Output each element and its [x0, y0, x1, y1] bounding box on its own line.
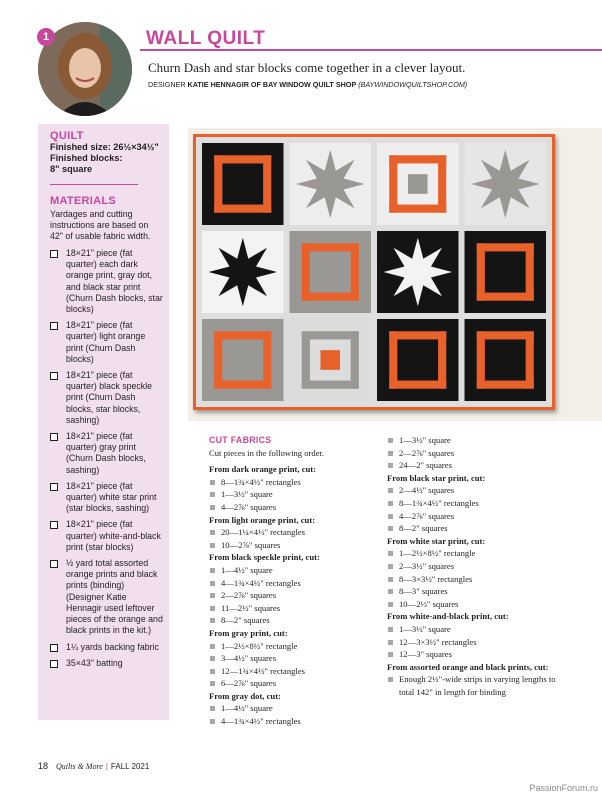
material-item	[50, 642, 163, 653]
cut-item: 4—1¾×4½" rectangles	[209, 577, 379, 590]
checkbox-icon[interactable]	[50, 372, 58, 380]
checkbox-icon[interactable]	[50, 521, 58, 529]
material-item	[50, 431, 163, 476]
cut-group-heading: From white-and-black print, cut:	[387, 611, 509, 622]
step-badge: 1	[37, 28, 55, 46]
cut-item: Enough 2½"-wide strips in varying lengths to total 142" in length for binding	[387, 673, 557, 698]
churn-dash-bar	[389, 155, 397, 212]
cut-item: 8—3" squares	[387, 585, 557, 598]
churn-dash-center	[495, 262, 515, 282]
cut-item: 8—3×3½" rectangles	[387, 573, 557, 586]
cut-item: 12—3" squares	[387, 648, 557, 661]
cut-item: 1—4½" square	[209, 564, 379, 577]
cut-item: 8—1¾×4½" rectangles	[209, 476, 379, 489]
cut-group-heading: From black speckle print, cut:	[209, 552, 320, 563]
churn-dash-bar	[389, 155, 446, 163]
page-title: WALL QUILT	[146, 28, 266, 49]
materials-intro: Yardages and cutting instructions are based on 42" of usable fabric width.	[50, 209, 151, 241]
material-text: 18×21" piece (fat quarter) gray print (Churn Dash blocks, sashing)	[66, 431, 146, 475]
churn-dash-bar	[389, 331, 397, 388]
cut-intro: Cut pieces in the following order.	[209, 447, 325, 458]
cut-item: 1—3½" square	[209, 488, 379, 501]
cut-group-heading: From gray print, cut:	[209, 627, 288, 638]
churn-dash-bar	[263, 331, 271, 388]
cut-item: 2—4½" squares	[387, 484, 557, 497]
material-text: 18×21" piece (fat quarter) each dark orange print, gray dot, and black star print (Churn Dash blocks, star blocks)	[66, 248, 163, 315]
cut-item: 1—4½" square	[209, 702, 379, 715]
churn-dash-bar	[214, 381, 271, 389]
churn-dash-bar	[302, 331, 310, 388]
material-text: 35×43" batting	[66, 657, 123, 668]
material-item	[50, 519, 163, 553]
material-text: 18×21" piece (fat quarter) light orange print (Churn Dash blocks)	[66, 320, 146, 364]
quilt-illustration	[193, 134, 555, 410]
cut-group-heading: From white star print, cut:	[387, 535, 486, 546]
checkbox-icon[interactable]	[50, 322, 58, 330]
churn-dash-center	[495, 350, 515, 370]
cut-item: 20—1¼×4½" rectangles	[209, 526, 379, 539]
cut-group-heading: From black star print, cut:	[387, 472, 486, 483]
material-item	[50, 658, 163, 669]
quilt-heading: QUILT	[50, 130, 84, 142]
churn-dash-bar	[302, 243, 310, 300]
cut-fabrics-heading: CUT FABRICS	[209, 435, 272, 445]
cut-item: 2—2⅞" squares	[387, 447, 557, 460]
materials-list	[50, 248, 163, 669]
material-item	[50, 248, 163, 315]
cut-column-1	[209, 434, 379, 728]
cut-item: 2—3½" squares	[387, 560, 557, 573]
sidebar-divider	[50, 184, 138, 185]
churn-dash-bar	[351, 243, 359, 300]
cut-item: 1—2½×8½" rectangle	[387, 547, 557, 560]
churn-dash-bar	[477, 243, 534, 251]
star-point-shape	[471, 150, 540, 218]
material-item	[50, 370, 163, 426]
materials-sidebar	[38, 124, 169, 720]
material-text: 1¼ yards backing fabric	[66, 641, 159, 652]
checkbox-icon[interactable]	[50, 644, 58, 652]
material-item	[50, 320, 163, 365]
churn-dash-bar	[214, 331, 271, 339]
cut-item: 10—2⅞" squares	[209, 539, 379, 552]
magazine-name: Quilts & More	[56, 762, 103, 771]
cut-item: 1—3½" square	[387, 434, 557, 447]
churn-dash-bar	[477, 331, 485, 388]
cut-item: 8—2" squares	[387, 522, 557, 535]
materials-heading: MATERIALS	[50, 195, 117, 207]
churn-dash-bar	[477, 331, 534, 339]
cut-item: 2—2⅞" squares	[209, 589, 379, 602]
churn-dash-bar	[526, 243, 534, 300]
cut-item: 1—3½" square	[387, 623, 557, 636]
page-subtitle: Churn Dash and star blocks come together in a clever layout.	[148, 60, 466, 75]
designer-name: KATIE HENNAGIR OF BAY WINDOW QUILT SHOP	[187, 80, 357, 89]
churn-dash-bar	[389, 331, 446, 339]
watermark-text: PassionForum.ru	[529, 783, 598, 793]
cut-item: 8—2" squares	[209, 614, 379, 627]
cut-item: 1—2½×8½" rectangle	[209, 640, 379, 653]
cut-list-1	[209, 463, 379, 727]
churn-dash-bar	[389, 205, 446, 213]
footer-separator: |	[105, 762, 108, 771]
churn-dash-bar	[477, 381, 534, 389]
churn-dash-bar	[302, 293, 359, 301]
churn-dash-bar	[438, 155, 446, 212]
cut-item: 4—2⅞" squares	[387, 510, 557, 523]
designer-prefix: DESIGNER	[148, 80, 188, 89]
churn-dash-bar	[351, 331, 359, 388]
cut-list-2	[387, 472, 557, 699]
block-size: 8" square	[50, 164, 93, 174]
cut-list-continued	[387, 434, 557, 472]
material-item	[50, 481, 163, 515]
star-point-shape	[296, 150, 365, 218]
checkbox-icon[interactable]	[50, 560, 58, 568]
star-point-shape	[209, 238, 278, 306]
checkbox-icon[interactable]	[50, 483, 58, 491]
cut-column-2	[387, 434, 557, 698]
cut-item: 10—2½" squares	[387, 598, 557, 611]
churn-dash-center	[233, 350, 253, 370]
material-text: 18×21" piece (fat quarter) white star print (star blocks, sashing)	[66, 480, 157, 514]
issue-label: FALL 2021	[110, 762, 150, 771]
cut-item: 3—4½" squares	[209, 652, 379, 665]
churn-dash-bar	[214, 331, 222, 388]
star-point-shape	[384, 238, 453, 306]
churn-dash-bar	[477, 293, 534, 301]
cut-item: 4—1¾×4½" rectangles	[209, 715, 379, 728]
page-footer	[38, 761, 149, 771]
checkbox-icon[interactable]	[50, 250, 58, 258]
churn-dash-bar	[438, 331, 446, 388]
churn-dash-bar	[526, 331, 534, 388]
churn-dash-bar	[214, 155, 271, 163]
cut-item: 6—2⅞" squares	[209, 677, 379, 690]
cut-item: 24—2" squares	[387, 459, 557, 472]
designer-website-link[interactable]: (BAYWINDOWQUILTSHOP.COM)	[358, 80, 468, 89]
churn-dash-bar	[389, 381, 446, 389]
churn-dash-center	[233, 174, 253, 194]
churn-dash-bar	[302, 381, 359, 389]
checkbox-icon[interactable]	[50, 433, 58, 441]
cut-item: 8—1¾×4½" rectangles	[387, 497, 557, 510]
churn-dash-bar	[477, 243, 485, 300]
churn-dash-center	[320, 262, 340, 282]
cut-group-heading: From assorted orange and black prints, cut:	[387, 661, 549, 672]
material-item	[50, 558, 163, 636]
cut-item: 12—1¾×4½" rectangles	[209, 665, 379, 678]
designer-credit	[148, 80, 467, 89]
cut-item: 4—2⅞" squares	[209, 501, 379, 514]
churn-dash-center	[408, 350, 428, 370]
cut-group-heading: From gray dot, cut:	[209, 690, 281, 701]
cut-item: 11—2½" squares	[209, 602, 379, 615]
checkbox-icon[interactable]	[50, 660, 58, 668]
cut-group-heading: From dark orange print, cut:	[209, 464, 317, 475]
material-text: 18×21" piece (fat quarter) black speckle print (Churn Dash blocks, star blocks, sashing)	[66, 370, 153, 425]
quilt-photo	[193, 134, 555, 410]
churn-dash-center	[320, 350, 340, 370]
cut-group-heading: From light orange print, cut:	[209, 514, 316, 525]
churn-dash-bar	[214, 155, 222, 212]
finished-blocks-label: Finished blocks:	[50, 153, 123, 163]
churn-dash-bar	[214, 205, 271, 213]
churn-dash-bar	[263, 155, 271, 212]
churn-dash-center	[408, 174, 428, 194]
finished-size: Finished size: 26½×34½"	[50, 142, 159, 152]
churn-dash-bar	[302, 243, 359, 251]
churn-dash-bar	[302, 331, 359, 339]
material-text: 18×21" piece (fat quarter) white-and-black print (star blocks)	[66, 519, 161, 552]
material-text: ½ yard total assorted orange prints and black prints (binding) (Designer Katie Hennagir used leftover pieces of the orange and black prints in the kit.)	[66, 558, 163, 636]
page-number: 18	[38, 761, 49, 771]
cut-item: 12—3×3½" rectangles	[387, 636, 557, 649]
